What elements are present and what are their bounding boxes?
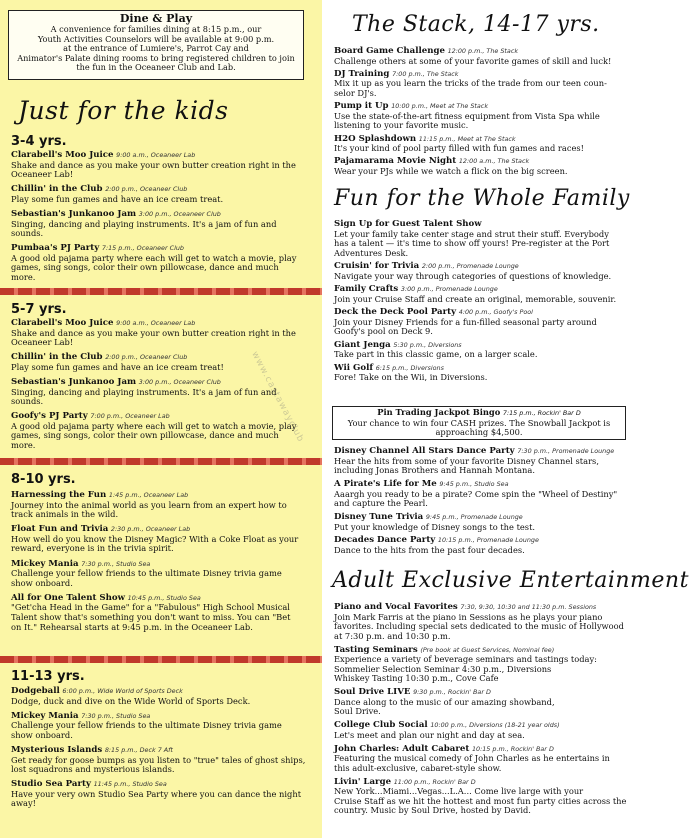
event-name: Sebastian's Junkanoo Jam bbox=[11, 209, 137, 219]
event-desc: Put your knowledge of Disney songs to the test. bbox=[334, 521, 536, 532]
event-item bbox=[334, 602, 634, 641]
event-desc: Goofy's pool on Deck 9. bbox=[334, 326, 433, 337]
event-item bbox=[11, 209, 313, 239]
event-item bbox=[11, 686, 313, 706]
event-desc: lost squadrons and mysterious islands. bbox=[11, 764, 175, 775]
event-name: Wii Golf bbox=[334, 362, 374, 373]
event-desc: Mix it up as you learn the tricks of the trade from our teen coun- bbox=[334, 78, 607, 89]
event-desc: Get ready for goose bumps as you listen to "true" tales of ghost ships, bbox=[11, 754, 306, 765]
event-meta: 10:15 p.m., Rockin' Bar D bbox=[471, 744, 554, 753]
event-desc: more. bbox=[11, 272, 36, 283]
event-name: Family Crafts bbox=[334, 284, 399, 295]
event-name: Clarabell's Moo Juice bbox=[11, 318, 114, 328]
event-desc: and capture the Pearl. bbox=[334, 498, 428, 509]
event-name: Pin Trading Jackpot Bingo bbox=[377, 407, 501, 417]
event-name: Pajamarama Movie Night bbox=[334, 156, 457, 167]
event-desc: this adult-exclusive, cabaret-style show. bbox=[334, 762, 502, 773]
kids-column bbox=[0, 0, 322, 838]
event-header bbox=[11, 686, 313, 697]
event-name: Float Fun and Trivia bbox=[11, 524, 109, 535]
dine-line: Animator's Palate dining rooms to bring registered children to join bbox=[17, 52, 295, 63]
event-desc: Dodge, duck and dive on the Wide World of Sports Deck. bbox=[11, 695, 251, 706]
watermark: www.castawayclub bbox=[249, 350, 306, 445]
event-desc: Join Mark Farris at the piano in Sessions as he plays your piano bbox=[334, 611, 603, 622]
event-desc: A good old pajama party where each will get to watch a movie, play bbox=[11, 420, 297, 431]
event-item bbox=[11, 745, 313, 775]
event-header bbox=[334, 479, 634, 490]
event-meta: 11:45 p.m., Studio Sea bbox=[93, 780, 167, 789]
section-divider bbox=[0, 288, 322, 295]
event-meta: 7:30 p.m., Studio Sea bbox=[81, 711, 151, 720]
dine-line: A convenience for families dining at 8:15 p.m., our bbox=[50, 24, 262, 34]
event-header bbox=[11, 209, 313, 220]
event-item bbox=[334, 307, 634, 337]
event-desc: Your chance to win four CASH prizes. The Snowball Jackpot is bbox=[347, 417, 611, 428]
event-name: Chillin' in the Club bbox=[11, 352, 103, 363]
event-name: DJ Training bbox=[334, 68, 390, 79]
event-name: Dodgeball bbox=[11, 686, 60, 696]
event-desc: more. bbox=[11, 440, 36, 451]
event-name: Disney Channel All Stars Dance Party bbox=[334, 446, 515, 456]
event-item bbox=[11, 377, 313, 407]
event-desc: Let's meet and plan our night and day at sea. bbox=[334, 729, 525, 740]
event-desc: Adventures Desk. bbox=[334, 247, 409, 258]
event-name: Soul Drive LIVE bbox=[334, 687, 411, 698]
event-meta: 4:00 p.m., Goofy's Pool bbox=[458, 308, 533, 317]
section-divider bbox=[0, 656, 322, 663]
dine-title: Dine & Play bbox=[119, 12, 193, 25]
event-name: Goofy's PJ Party bbox=[11, 411, 88, 422]
event-meta: 10:45 p.m., Studio Sea bbox=[127, 593, 201, 602]
event-name: H2O Splashdown bbox=[334, 133, 417, 144]
event-item bbox=[11, 779, 313, 809]
event-name: Decades Dance Party bbox=[334, 535, 436, 546]
event-desc: reward, everyone is in the trivia spirit. bbox=[11, 543, 174, 554]
event-meta: 8:15 p.m., Deck 7 Aft bbox=[104, 746, 173, 754]
event-desc: Soul Drive. bbox=[334, 706, 381, 717]
event-desc: games, sing songs, color their own pillowcase, dance and much bbox=[11, 262, 279, 273]
event-item bbox=[334, 284, 634, 304]
section-divider bbox=[0, 458, 322, 465]
event-desc: Whiskey Tasting 10:30 p.m., Cove Cafe bbox=[334, 673, 499, 684]
pin-trading-box bbox=[332, 406, 626, 440]
adult-heading: Adult Exclusive Entertainment bbox=[332, 568, 689, 593]
event-desc: Featuring the musical comedy of John Charles as he entertains in bbox=[334, 753, 610, 764]
event-name: Pumbaa's PJ Party bbox=[11, 243, 100, 254]
event-meta: 1:45 p.m., Oceaneer Lab bbox=[108, 491, 189, 499]
stack-heading: The Stack, 14-17 yrs. bbox=[352, 12, 600, 37]
event-meta: 3:00 p.m., Promenade Lounge bbox=[400, 285, 498, 294]
event-item bbox=[334, 512, 634, 532]
event-item bbox=[334, 261, 634, 281]
event-item bbox=[334, 535, 634, 555]
event-header bbox=[334, 602, 634, 613]
event-meta: 9:30 p.m., Rockin' Bar D bbox=[413, 688, 491, 697]
event-meta: 7:15 p.m., Rockin' Bar D bbox=[502, 409, 581, 417]
event-meta: 9:45 p.m., Studio Sea bbox=[439, 480, 509, 488]
event-desc: Fore! Take on the Wii, in Diversions. bbox=[334, 372, 488, 383]
event-meta: 9:00 a.m., Oceaneer Lab bbox=[116, 319, 196, 327]
event-desc: A good old pajama party where each will get to watch a movie, play bbox=[11, 252, 297, 263]
event-desc: Join your Cruise Staff and create an original, memorable, souvenir. bbox=[334, 293, 617, 304]
event-meta: 6:00 p.m., Wide World of Sports Deck bbox=[62, 687, 183, 695]
event-desc: favorites. Including special sets dedicated to the music of Hollywood bbox=[334, 621, 624, 632]
event-meta: 10:15 p.m., Promenade Lounge bbox=[437, 536, 539, 545]
event-header bbox=[11, 150, 313, 161]
event-desc: Play some fun games and have an ice cream treat. bbox=[11, 193, 224, 204]
event-name: Pump it Up bbox=[334, 101, 389, 112]
event-desc: show onboard. bbox=[11, 577, 73, 588]
event-item bbox=[11, 711, 313, 741]
event-name: Sign Up for Guest Talent Show bbox=[334, 219, 482, 229]
event-name: Disney Tune Trivia bbox=[334, 512, 424, 522]
event-desc: Talent show that's something you don't want to miss. You can "Bet bbox=[11, 612, 291, 623]
event-desc: Dance along to the music of our amazing showband, bbox=[334, 696, 555, 707]
event-desc: including Jonas Brothers and Hannah Montana. bbox=[334, 465, 535, 476]
event-meta: 9:00 a.m., Oceaneer Lab bbox=[116, 151, 196, 159]
event-item bbox=[334, 69, 634, 99]
event-item bbox=[334, 363, 634, 383]
event-header bbox=[11, 745, 313, 756]
event-header bbox=[11, 490, 313, 501]
event-desc: Hear the hits from some of your favorite Disney Channel stars, bbox=[334, 455, 599, 466]
event-item bbox=[11, 352, 313, 372]
event-meta: (Pre book at Guest Services, Nominal fee) bbox=[420, 645, 555, 654]
event-header bbox=[334, 219, 634, 230]
event-desc: Challenge others at some of your favorite games of skill and luck! bbox=[334, 55, 612, 66]
event-desc: at 7:30 p.m. and 10:30 p.m. bbox=[334, 630, 451, 641]
event-desc: Singing, dancing and playing instruments. It's a jam of fun and bbox=[11, 386, 277, 397]
event-meta: 12:00 a.m., The Stack bbox=[458, 157, 530, 166]
event-name: A Pirate's Life for Me bbox=[334, 479, 437, 489]
event-item bbox=[334, 340, 634, 360]
event-meta: 11:15 p.m., Meet at The Stack bbox=[418, 134, 516, 143]
event-desc: Let your family take center stage and strut their stuff. Everybody bbox=[334, 228, 609, 239]
event-name: Sebastian's Junkanoo Jam bbox=[11, 377, 137, 387]
event-desc: away! bbox=[11, 798, 37, 809]
event-name: Studio Sea Party bbox=[11, 779, 91, 790]
event-name: Mickey Mania bbox=[11, 710, 79, 721]
event-desc: has a talent — it's time to show off yours! Pre-register at the Port bbox=[334, 238, 610, 249]
event-item bbox=[334, 446, 634, 476]
event-meta: 2:00 p.m., Promenade Lounge bbox=[421, 262, 519, 271]
event-item bbox=[334, 101, 634, 131]
event-desc: sounds. bbox=[11, 396, 44, 407]
event-desc: Journey into the animal world as you learn from an expert how to bbox=[11, 499, 287, 510]
event-name: Livin' Large bbox=[334, 776, 392, 787]
event-header bbox=[334, 512, 634, 523]
event-desc: Use the state-of-the-art fitness equipment from Vista Spa while bbox=[334, 110, 600, 121]
event-item bbox=[11, 243, 313, 282]
event-meta: 9:45 p.m., Promenade Lounge bbox=[425, 513, 523, 521]
event-desc: Join your Disney Friends for a fun-filled seasonal party around bbox=[334, 316, 597, 327]
event-desc: Navigate your way through categories of questions of knowledge. bbox=[334, 270, 612, 281]
event-name: All for One Talent Show bbox=[11, 592, 125, 603]
event-desc: Have your very own Studio Sea Party where you can dance the night bbox=[11, 788, 302, 799]
event-item bbox=[334, 219, 634, 258]
event-meta: 6:15 p.m., Diversions bbox=[375, 363, 444, 372]
event-name: Chillin' in the Club bbox=[11, 184, 103, 195]
event-item bbox=[334, 645, 634, 684]
event-meta: 5:30 p.m., Diversions bbox=[393, 340, 462, 349]
dine-line: at the entrance of Lumiere's, Parrot Cay and bbox=[63, 43, 249, 54]
dine-and-play-box bbox=[8, 10, 304, 80]
event-desc: Challenge your fellow friends to the ultimate Disney trivia game bbox=[11, 568, 282, 579]
event-desc: Wear your PJs while we watch a flick on the big screen. bbox=[334, 165, 568, 176]
event-desc: New York...Miami...Vegas...L.A... Come live large with your bbox=[334, 786, 584, 797]
age-heading: 8-10 yrs. bbox=[11, 472, 76, 487]
event-meta: 7:30, 9:30, 10:30 and 11:30 p.m. Sessions bbox=[460, 603, 597, 611]
event-item bbox=[11, 559, 313, 589]
event-desc: sounds. bbox=[11, 228, 44, 239]
event-item bbox=[334, 777, 634, 816]
event-desc: Sommelier Selection Seminar 4:30 p.m., Diversions bbox=[334, 663, 552, 674]
event-meta: 7:30 p.m., Promenade Lounge bbox=[517, 447, 615, 455]
event-name: Harnessing the Fun bbox=[11, 490, 107, 500]
age-heading: 5-7 yrs. bbox=[11, 302, 67, 317]
event-name: Clarabell's Moo Juice bbox=[11, 150, 114, 160]
event-meta: 3:00 p.m., Oceaneer Club bbox=[138, 210, 221, 218]
event-name: Mickey Mania bbox=[11, 558, 79, 569]
event-item bbox=[11, 490, 313, 520]
event-header bbox=[334, 446, 634, 457]
event-desc: show onboard. bbox=[11, 729, 73, 740]
event-header bbox=[11, 318, 313, 329]
event-desc: Take part in this classic game, on a larger scale. bbox=[334, 349, 538, 360]
event-desc: Singing, dancing and playing instruments. It's a jam of fun and bbox=[11, 218, 277, 229]
event-item bbox=[11, 411, 313, 450]
age-heading: 11-13 yrs. bbox=[11, 669, 85, 684]
event-name: Giant Jenga bbox=[334, 339, 391, 350]
event-item bbox=[11, 184, 313, 204]
event-item bbox=[334, 46, 634, 66]
event-header bbox=[334, 46, 634, 57]
kids-heading: Just for the kids bbox=[18, 96, 229, 125]
event-desc: "Get'cha Head in the Game" for a "Fabulous" High School Musical bbox=[11, 602, 290, 613]
event-meta: 7:00 p.m., The Stack bbox=[392, 69, 459, 78]
event-desc: Oceaneer Lab! bbox=[11, 169, 74, 180]
age-heading: 3-4 yrs. bbox=[11, 134, 67, 149]
event-desc: approaching $4,500. bbox=[435, 427, 523, 438]
event-item bbox=[334, 720, 634, 740]
event-desc: It's your kind of pool party filled with fun games and races! bbox=[334, 143, 584, 154]
event-item bbox=[11, 318, 313, 348]
event-item bbox=[334, 687, 634, 717]
event-meta: 2:30 p.m., Oceaneer Lab bbox=[110, 525, 191, 534]
event-name: Mysterious Islands bbox=[11, 745, 103, 755]
dine-line: Youth Activities Counselors will be available at 9:00 p.m. bbox=[37, 33, 275, 44]
event-desc: on It." Rehearsal starts at 9:45 p.m. in the Oceaneer Lab. bbox=[11, 621, 253, 632]
event-item bbox=[334, 479, 634, 509]
event-desc: games, sing songs, color their own pillowcase, dance and much bbox=[11, 430, 279, 441]
event-meta: 7:30 p.m., Studio Sea bbox=[81, 559, 151, 568]
event-desc: listening to your favorite music. bbox=[334, 120, 469, 131]
event-item bbox=[11, 524, 313, 554]
event-name: Board Game Challenge bbox=[334, 46, 445, 56]
event-header bbox=[11, 377, 313, 388]
event-name: College Club Social bbox=[334, 720, 428, 731]
event-meta: 11:00 p.m., Rockin' Bar D bbox=[393, 777, 476, 786]
dine-line: the fun in the Oceaneer Club and Lab. bbox=[76, 62, 236, 73]
event-desc: Challenge your fellow friends to the ultimate Disney trivia game bbox=[11, 720, 282, 731]
event-meta: 7:00 p.m., Oceaneer Lab bbox=[90, 412, 170, 421]
event-item bbox=[11, 593, 313, 632]
event-name: Tasting Seminars bbox=[334, 644, 418, 655]
event-name: John Charles: Adult Cabaret bbox=[334, 743, 470, 754]
event-item bbox=[334, 134, 634, 154]
event-meta: 12:00 p.m., The Stack bbox=[447, 47, 519, 55]
event-name: Cruisin' for Trivia bbox=[334, 261, 420, 272]
event-name: Deck the Deck Pool Party bbox=[334, 307, 457, 318]
event-name: Piano and Vocal Favorites bbox=[334, 602, 458, 612]
event-desc: Aaargh you ready to be a pirate? Come spin the "Wheel of Destiny" bbox=[334, 488, 618, 499]
event-meta: 10:00 p.m., Diversions (18-21 year olds) bbox=[430, 721, 560, 730]
event-desc: Oceaneer Lab! bbox=[11, 337, 74, 348]
event-desc: Cruise Staff as we hit the hottest and most fun party cities across the bbox=[334, 795, 627, 806]
event-meta: 2:00 p.m., Oceaneer Club bbox=[105, 185, 188, 194]
event-desc: country. Music by Soul Drive, hosted by David. bbox=[334, 805, 531, 816]
event-item bbox=[11, 150, 313, 180]
event-meta: 10:00 p.m., Meet at The Stack bbox=[391, 102, 489, 111]
family-heading: Fun for the Whole Family bbox=[334, 186, 630, 211]
event-meta: 2:00 p.m., Oceaneer Club bbox=[105, 353, 188, 362]
event-desc: Experience a variety of beverage seminars and tastings today: bbox=[334, 654, 597, 665]
event-desc: Shake and dance as you make your own butter creation right in the bbox=[11, 159, 296, 170]
event-meta: 7:15 p.m., Oceaneer Club bbox=[101, 244, 184, 253]
event-desc: track animals in the wild. bbox=[11, 509, 119, 520]
event-meta: 3:00 p.m., Oceaneer Club bbox=[138, 378, 221, 386]
event-item bbox=[334, 744, 634, 774]
event-desc: How well do you know the Disney Magic? With a Coke Float as your bbox=[11, 533, 299, 544]
event-desc: Shake and dance as you make your own butter creation right in the bbox=[11, 327, 296, 338]
event-desc: Play some fun games and have an ice cream treat! bbox=[11, 361, 224, 372]
event-desc: Dance to the hits from the past four decades. bbox=[334, 544, 525, 555]
event-item bbox=[334, 156, 634, 176]
event-desc: selor DJ's. bbox=[334, 87, 377, 98]
stack-family-adult-column bbox=[322, 0, 689, 838]
